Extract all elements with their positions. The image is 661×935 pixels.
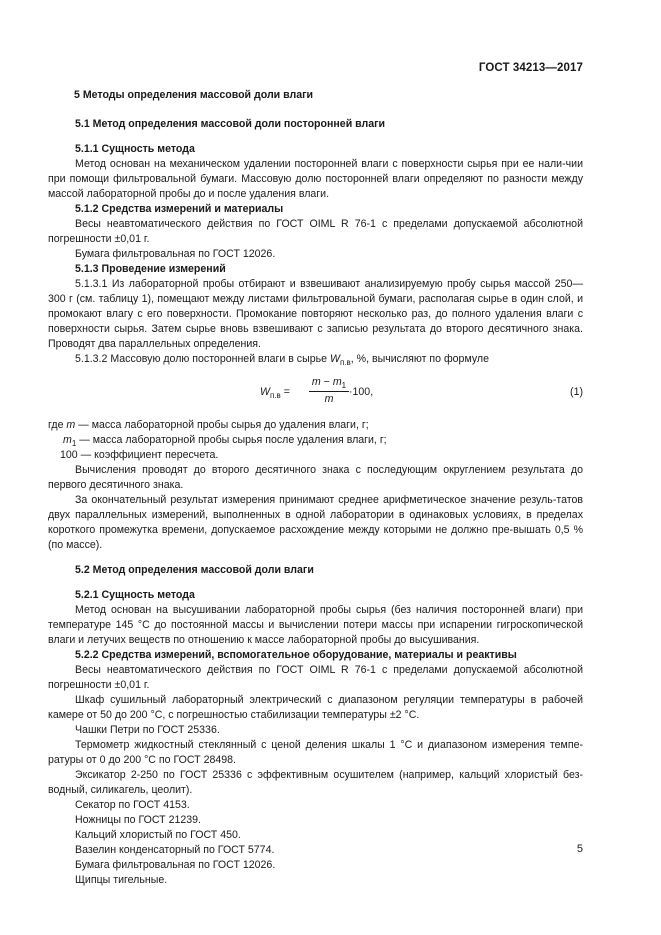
section-5-2-1-text: Метод основан на высушивании лабораторной пробы сырья (без наличия посторонней влаги) при температуре 145 °С до постоянной массы и вычислении потери массы при испарении гигроскопической влаги и летучих веществ по отношению к массе лабораторной пробы до высушивания. <box>48 604 583 647</box>
formula-number: (1) <box>570 386 583 399</box>
section-5-1-1-text: Метод основан на механическом удалении посторонней влаги с поверхности сырья при ее нали-чии при помощи фильтровальной бумаги. Массовую долю посторонней влаги определяют по разности между массой лабораторной пробы до и после удаления влаги. <box>48 158 583 200</box>
legend-row-100: 100 — коэффициент пересчета. <box>60 449 219 462</box>
formula-lhs: $W_{п.в}$ = <box>260 386 290 401</box>
section-5-2-1-title: 5.2.1 Сущность метода <box>75 589 195 602</box>
formula-numerator: $m - m_1$ <box>309 376 349 392</box>
section-5-1-3-2-post: , %, вычисляют по формуле <box>350 353 489 365</box>
section-5-title: 5 Методы определения массовой доли влаги <box>74 89 314 101</box>
formula-multiplier: ·100, <box>349 386 374 399</box>
formula-legend <box>48 418 583 463</box>
legend-row-m: где m — масса лабораторной пробы сырья до удаления влаги, г; <box>48 419 369 432</box>
section-5-1-calc-text: Вычисления проводят до второго десятичного знака с последующим округлением результата до первого десятичного знака. <box>48 464 583 492</box>
formula-1 <box>48 376 583 418</box>
document-body <box>48 88 583 888</box>
symbol-w: W <box>329 353 340 365</box>
section-5-1-2-para-1: Весы неавтоматического действия по ГОСТ OIML R 76-1 с пределами допускаемой абсолютной погрешности ±0,01 г. <box>48 218 583 245</box>
list-item: Секатор по ГОСТ 4153. <box>75 799 190 812</box>
formula-denominator: m <box>324 393 334 406</box>
section-5-1-3-2-pre: 5.1.3.2 Массовую долю посторонней влаги в сырье <box>75 353 330 365</box>
section-5-1-title: 5.1 Метод определения массовой доли посторонней влаги <box>75 118 386 130</box>
section-5-2-2-para-4: Термометр жидкостный стеклянный с ценой деления шкалы 1 °С и диапазоном измерения темпе-ратуры от 0 до 200 °С по ГОСТ 28498. <box>48 739 583 767</box>
document-header: ГОСТ 34213—2017 <box>478 62 583 74</box>
section-5-1-2-title: 5.1.2 Средства измерений и материалы <box>75 203 284 215</box>
section-5-2-title: 5.2 Метод определения массовой доли влаги <box>75 564 314 577</box>
section-5-1-3-title: 5.1.3 Проведение измерений <box>75 263 226 275</box>
list-item: Кальций хлористый по ГОСТ 450. <box>75 829 241 842</box>
list-item: Ножницы по ГОСТ 21239. <box>75 814 201 827</box>
list-item: Бумага фильтровальная по ГОСТ 12026. <box>75 859 276 872</box>
legend-row-m1: $m_1$ — масса лабораторной пробы сырья после удаления влаги, г; <box>63 434 387 449</box>
list-item: Щипцы тигельные. <box>75 874 168 887</box>
section-5-1-3-1-text: 5.1.3.1 Из лабораторной пробы отбирают и взвешивают анализируемую пробу сырья массой 250—300 г (см. таблицу 1), помещают между листами фильтровальной бумаги, располагая сырье в один слой, и промокают влагу с его поверхности. Промокание повторяют несколько раз, до полного удаления влаги с поверхности сырья. Затем сырье вновь взвешивают с записью результата до второго десятичного знака. Проводят два параллельных определения. <box>48 278 583 350</box>
section-5-1-3-2-text <box>48 352 583 370</box>
section-5-1-2-para-2: Бумага фильтровальная по ГОСТ 12026. <box>75 248 276 260</box>
section-5-2-2-para-1: Весы неавтоматического действия по ГОСТ OIML R 76-1 с пределами допускаемой абсолютной погрешности ±0,01 г. <box>48 664 583 692</box>
section-5-2-2-para-5: Эксикатор 2-250 по ГОСТ 25336 с эффективным осушителем (например, кальций хлористый без-водный, силикагель, цеолит). <box>48 769 583 797</box>
section-5-1-1-title: 5.1.1 Сущность метода <box>75 143 195 155</box>
formula-fraction <box>309 376 349 405</box>
section-5-2-2-para-3: Чашки Петри по ГОСТ 25336. <box>75 724 220 737</box>
page-number: 5 <box>576 843 583 855</box>
symbol-w-subscript: п.в <box>339 358 351 368</box>
equipment-list <box>48 798 583 888</box>
section-5-2-2-title: 5.2.2 Средства измерений, вспомогательное оборудование, материалы и реактивы <box>75 649 517 662</box>
section-5-1-final-text: За окончательный результат измерения принимают среднее арифметическое значение резуль-татов двух параллельных измерений, выполненных в одной лаборатории в одинаковых условиях, в пределах короткого промежутка времени, допускаемое расхождение между которыми не должно пре-вышать 0,5 % (по массе). <box>48 494 583 552</box>
section-5-2-2-para-2: Шкаф сушильный лабораторный электрический с диапазоном регуляции температуры в рабочей камере от 50 до 200 °С, с погрешностью стабилизации температуры ±2 °С. <box>48 694 583 722</box>
list-item: Вазелин конденсаторный по ГОСТ 5774. <box>75 844 275 857</box>
